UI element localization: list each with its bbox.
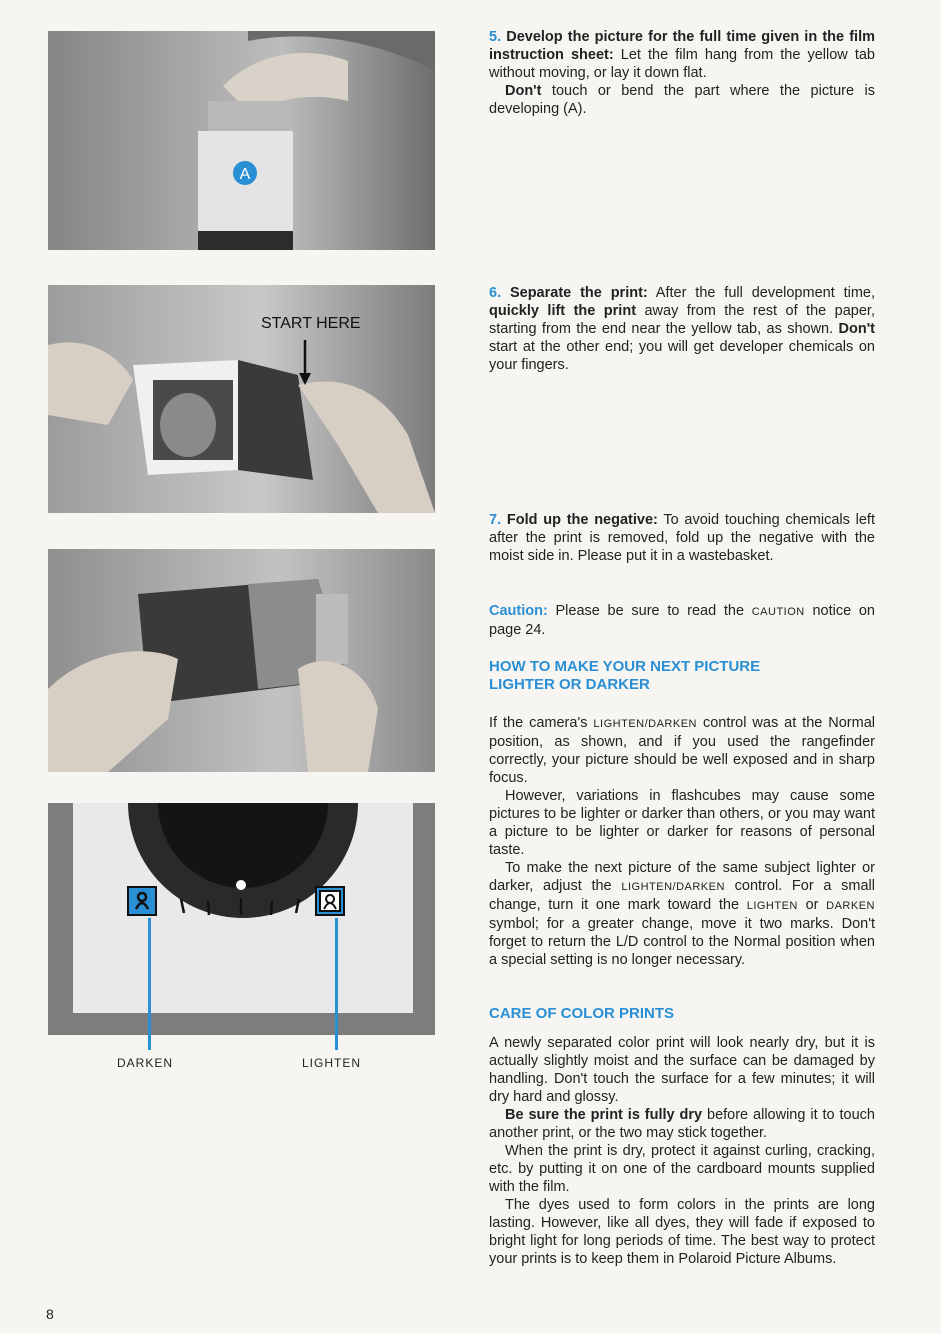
- heading-lighter-darker-line-1: HOW TO MAKE YOUR NEXT PICTURE: [489, 658, 761, 675]
- ld-p3-sc3: DARKEN: [826, 900, 875, 912]
- start-here-label: START HERE: [261, 315, 361, 332]
- section-care-body: [489, 1034, 875, 1268]
- step-7-number: 7.: [489, 512, 502, 528]
- ld-p1-b: control was at the Normal position, as shown, and if you used the rangefinder correctly, your picture should be well exposed and in sharp focus.: [489, 715, 875, 786]
- care-p2-bold: Be sure the print is fully dry: [505, 1107, 703, 1123]
- photo-lighten-darken-control: [48, 803, 435, 1035]
- step-7-lead: Fold up the negative:: [506, 512, 658, 528]
- step-6-number: 6.: [489, 285, 502, 301]
- marker-a: A: [239, 166, 251, 183]
- step-7: [489, 511, 875, 565]
- photo-separate: [48, 285, 435, 513]
- ld-p3-c: or: [797, 897, 827, 913]
- ld-p3-b: control. For a small change, turn it one mark toward the: [489, 878, 875, 913]
- heading-care-of-prints: CARE OF COLOR PRINTS: [489, 1005, 675, 1022]
- ld-p1-a: If the camera's: [489, 715, 594, 731]
- step-6-lead: Separate the print:: [509, 285, 648, 301]
- darken-caption: DARKEN: [117, 1056, 174, 1070]
- step-6-bold-2: Don't: [838, 321, 875, 337]
- ld-p3-d: symbol; for a greater change, move it two marks. Don't forget to return the L/D control to the Normal position when a special setting is no longer necessary.: [489, 916, 875, 968]
- heading-lighter-darker-line-2: LIGHTER OR DARKER: [489, 676, 650, 693]
- lighten-caption: LIGHTEN: [302, 1056, 362, 1070]
- darken-pointer-line: [148, 918, 151, 1050]
- ld-p3-sc1: LIGHTEN/DARKEN: [621, 881, 725, 893]
- ld-p3-sc2: LIGHTEN: [746, 900, 798, 912]
- caution-text-1: Please be sure to read the: [547, 603, 752, 619]
- step-5-lead: Develop the picture for the full time given in the film instruction sheet:: [489, 29, 875, 63]
- ld-p3-a: To make the next picture of the same subject lighter or darker, adjust the: [489, 860, 875, 894]
- step-5-text-2: touch or bend the part where the picture is developing (A).: [489, 83, 875, 117]
- step-5: [489, 28, 875, 118]
- step-5-number: 5.: [489, 29, 502, 45]
- caution-text-2: notice on page 24.: [489, 603, 875, 638]
- caution-notice: [489, 602, 875, 639]
- ld-p1-sc: LIGHTEN/DARKEN: [593, 718, 697, 730]
- care-p2-text: before allowing it to touch another print, or the two may stick together.: [489, 1107, 875, 1141]
- step-7-text: To avoid touching chemicals left after the print is removed, fold up the negative with the moist side in. Please put it in a wastebasket.: [489, 512, 875, 564]
- step-6-bold-1: quickly lift the print: [489, 303, 637, 319]
- lighten-pointer-line: [335, 918, 338, 1050]
- step-6-text-1: After the full development time,: [647, 285, 876, 301]
- step-6-text-3: start at the other end; you will get developer chemicals on your fingers.: [489, 339, 875, 373]
- care-p4: The dyes used to form colors in the prints are long lasting. However, like all dyes, they will fade if exposed to bright light for long periods of time. The best way to protect your prints is to keep them in Polaroid Picture Albums.: [489, 1197, 875, 1267]
- step-6-text-2: away from the rest of the paper, starting from the end near the yellow tab, as shown.: [489, 303, 875, 337]
- photo-develop: [48, 31, 435, 250]
- step-6: [489, 284, 875, 374]
- step-5-text: Let the film hang from the yellow tab without moving, or lay it down flat.: [489, 47, 875, 81]
- caution-smallcaps: CAUTION: [751, 606, 805, 618]
- section-lighter-darker-body: [489, 714, 875, 969]
- caution-label: Caution:: [489, 603, 548, 619]
- photo-fold: [48, 549, 435, 772]
- care-p3: When the print is dry, protect it against curling, cracking, etc. by putting it on one of the cardboard mounts supplied with the film.: [489, 1143, 875, 1195]
- ld-p2: However, variations in flashcubes may cause some pictures to be lighter or darker than others, or you may want a picture to be lighter or darker for reasons of personal taste.: [489, 788, 875, 858]
- step-5-dont: Don't: [505, 83, 542, 99]
- page-number: 8: [46, 1306, 54, 1322]
- care-p1: A newly separated color print will look nearly dry, but it is actually slightly moist and the surface can be damaged by handling. Don't touch the surface for a few minutes; it will dry hard and glossy.: [489, 1035, 875, 1105]
- heading-lighter-darker: [489, 658, 875, 694]
